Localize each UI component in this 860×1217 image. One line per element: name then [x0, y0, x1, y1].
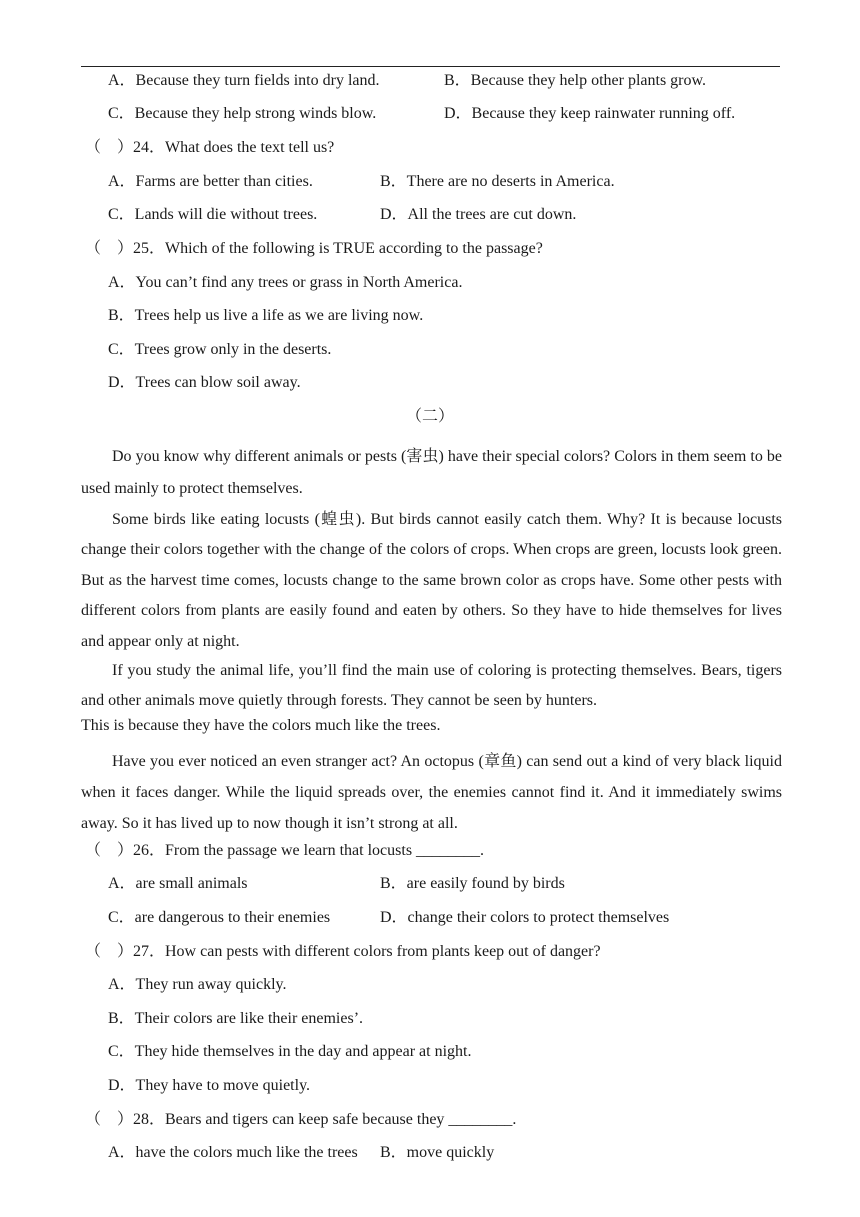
passage-paragraph-3: If you study the animal life, you’ll find the main use of coloring is protecting themselves. Bears, tigers and other animals move quietly through forests. They cannot be seen by hunters.: [81, 662, 782, 709]
q26-option-a: A．are small animals: [108, 875, 248, 892]
header-rule: [81, 66, 780, 67]
q27-stem: （ ）27．How can pests with different colors from plants keep out of danger?: [85, 943, 601, 960]
q24-option-d: D．All the trees are cut down.: [380, 206, 577, 223]
q25-option-c: C．Trees grow only in the deserts.: [108, 341, 332, 358]
q25-option-a: A．You can’t find any trees or grass in North America.: [108, 274, 463, 291]
q23-option-d: D．Because they keep rainwater running off.: [444, 105, 736, 122]
q26-option-d: D．change their colors to protect themselves: [380, 909, 670, 926]
q26-option-c: C．are dangerous to their enemies: [108, 909, 331, 926]
q27-option-a: A．They run away quickly.: [108, 976, 287, 993]
q23-option-c: C．Because they help strong winds blow.: [108, 105, 377, 122]
q25-stem: （ ）25．Which of the following is TRUE according to the passage?: [85, 240, 543, 257]
q27-option-b: B．Their colors are like their enemies’.: [108, 1010, 364, 1027]
q26-stem: （ ）26．From the passage we learn that locusts ________.: [85, 842, 485, 859]
q27-option-c: C．They hide themselves in the day and appear at night.: [108, 1043, 472, 1060]
q24-option-c: C．Lands will die without trees.: [108, 206, 318, 223]
passage-paragraph-2: Some birds like eating locusts (蝗虫). But birds cannot easily catch them. Why? It is because locusts change their colors together with the change of the colors of crops. When crops are green, locusts look green. But as the harvest time comes, locusts change to the same brown color as crops have. Some other pests with different colors from plants are easily found and eaten by others. So they have to hide themselves for lives and appear only at night.: [81, 511, 782, 650]
passage-paragraph-1: Do you know why different animals or pests (害虫) have their special colors? Colors in them seem to be used mainly to protect themselves.: [81, 448, 782, 497]
q28-stem: （ ）28．Bears and tigers can keep safe because they ________.: [85, 1111, 517, 1128]
q28-option-b: B．move quickly: [380, 1144, 495, 1161]
q27-option-d: D．They have to move quietly.: [108, 1077, 311, 1094]
q25-option-b: B．Trees help us live a life as we are living now.: [108, 307, 424, 324]
q25-option-d: D．Trees can blow soil away.: [108, 374, 301, 391]
q24-option-a: A．Farms are better than cities.: [108, 173, 313, 190]
q24-option-b: B．There are no deserts in America.: [380, 173, 615, 190]
q23-option-b: B．Because they help other plants grow.: [444, 72, 707, 89]
q26-option-b: B．are easily found by birds: [380, 875, 565, 892]
q28-option-a: A．have the colors much like the trees: [108, 1144, 358, 1161]
section-title: （二）: [405, 408, 454, 425]
q24-stem: （ ）24．What does the text tell us?: [85, 139, 335, 156]
passage-paragraph-3-cont: This is because they have the colors much like the trees.: [81, 717, 441, 734]
passage-paragraph-4: Have you ever noticed an even stranger act? An octopus (章鱼) can send out a kind of very black liquid when it faces danger. While the liquid spreads over, the enemies cannot find it. And it immediately swims away. So it has lived up to now though it isn’t strong at all.: [81, 753, 782, 832]
q23-option-a: A．Because they turn fields into dry land.: [108, 72, 380, 89]
